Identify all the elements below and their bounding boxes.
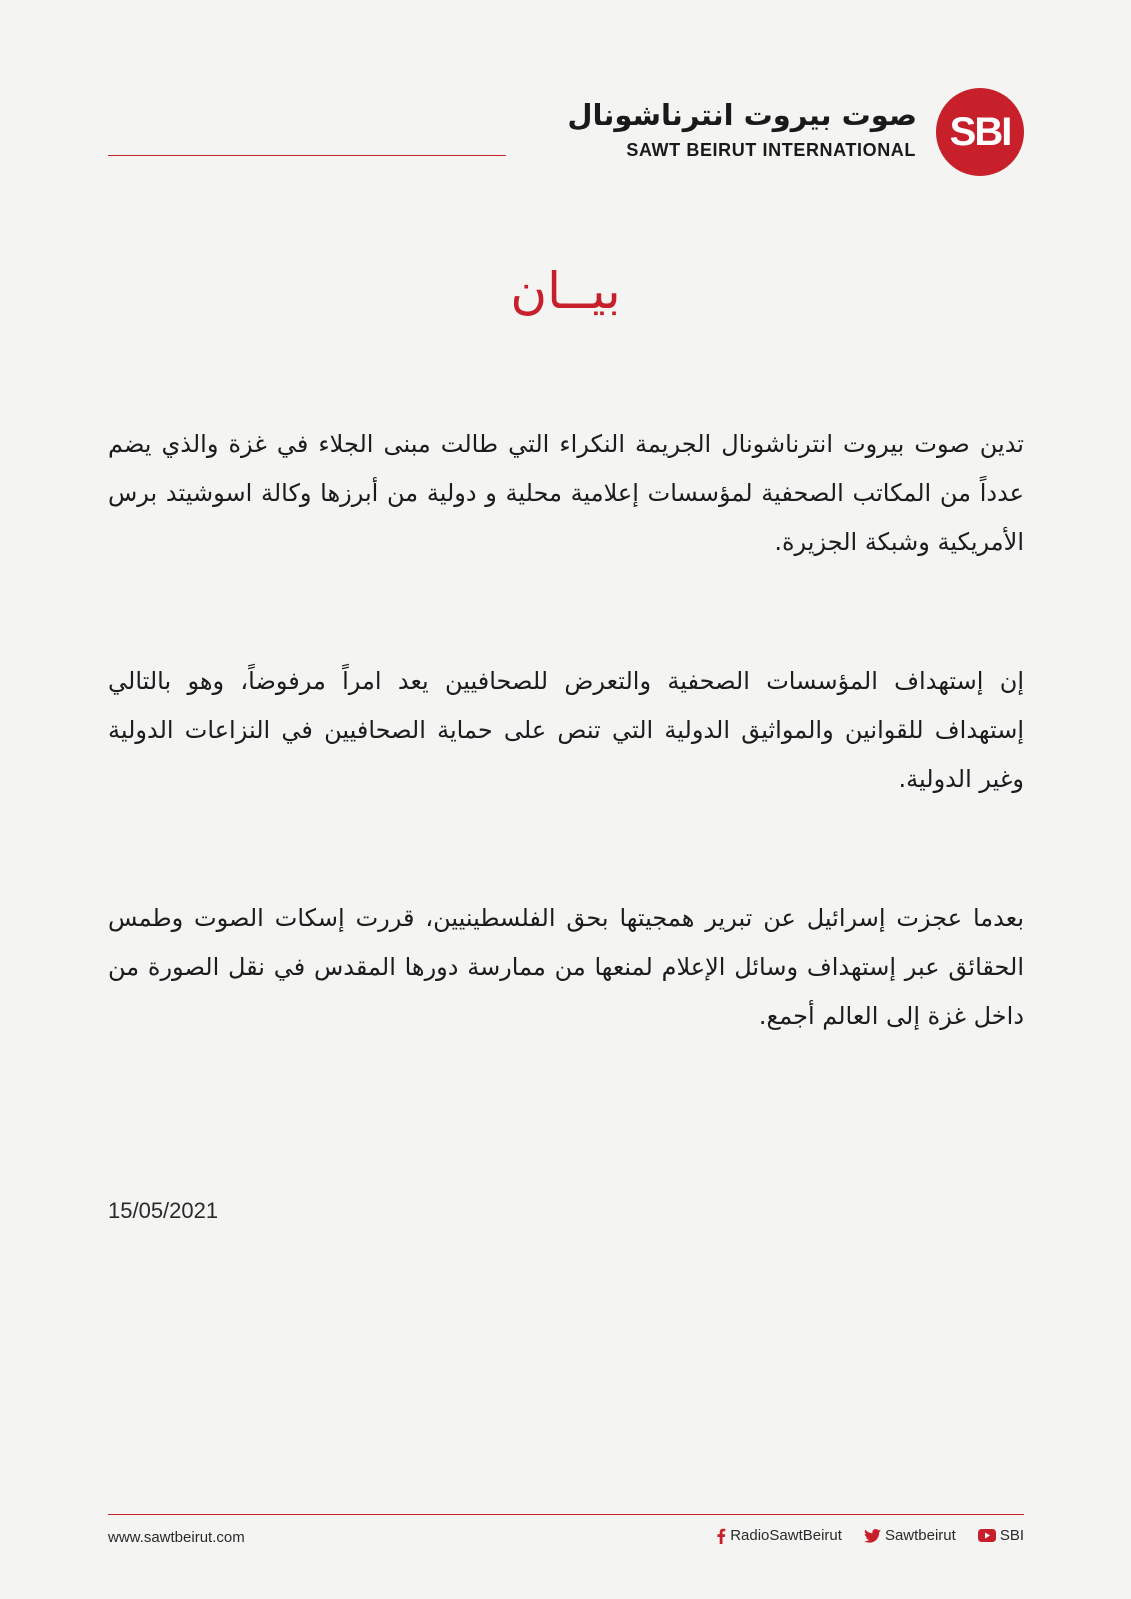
facebook-icon xyxy=(716,1528,726,1544)
twitter-handle: Sawtbeirut xyxy=(884,1527,956,1544)
document-title: بيــان xyxy=(510,262,621,320)
brand-name-english: SAWT BEIRUT INTERNATIONAL xyxy=(626,140,916,160)
statement-date: 15/05/2021 xyxy=(108,1198,219,1223)
youtube-icon xyxy=(978,1529,996,1542)
twitter-link[interactable] xyxy=(864,1527,956,1544)
paragraph: تدين صوت بيروت انترناشونال الجريمة النكراء التي طالت مبنى الجلاء في غزة والذي يضم عدداً من المكاتب الصحفية لمؤسسات إعلامية محلية و دولية من أبرزها وكالة اسوشيتد برس الأمريكية وشبكة الجزيرة. xyxy=(108,430,1024,556)
statement-body xyxy=(108,420,1024,1131)
brand-name-arabic: صوت بيروت انترناشونال xyxy=(567,98,917,132)
youtube-handle: SBI xyxy=(999,1527,1024,1544)
header-divider xyxy=(108,155,506,156)
facebook-handle: RadioSawtBeirut xyxy=(730,1527,842,1544)
facebook-link[interactable] xyxy=(716,1527,842,1544)
social-links xyxy=(716,1527,1024,1544)
youtube-link[interactable] xyxy=(978,1527,1024,1544)
sbi-logo xyxy=(936,88,1024,176)
logo-text: SBI xyxy=(949,109,1011,154)
twitter-icon xyxy=(864,1529,881,1543)
paragraph: بعدما عجزت إسرائيل عن تبرير همجيتها بحق الفلسطينيين، قررت إسكات الصوت وطمس الحقائق عبر إستهداف وسائل الإعلام لمنعها من ممارسة دورها المقدس في نقل الصورة من داخل غزة إلى العالم أجمع. xyxy=(108,904,1024,1030)
paragraph: إن إستهداف المؤسسات الصحفية والتعرض للصحافيين يعد امراً مرفوضاً، وهو بالتالي إستهداف للقوانين والمواثيق الدولية التي تنص على حماية الصحافيين في النزاعات الدولية وغير الدولية. xyxy=(108,667,1024,793)
website-link[interactable]: www.sawtbeirut.com xyxy=(108,1529,245,1546)
footer-divider xyxy=(108,1514,1024,1515)
